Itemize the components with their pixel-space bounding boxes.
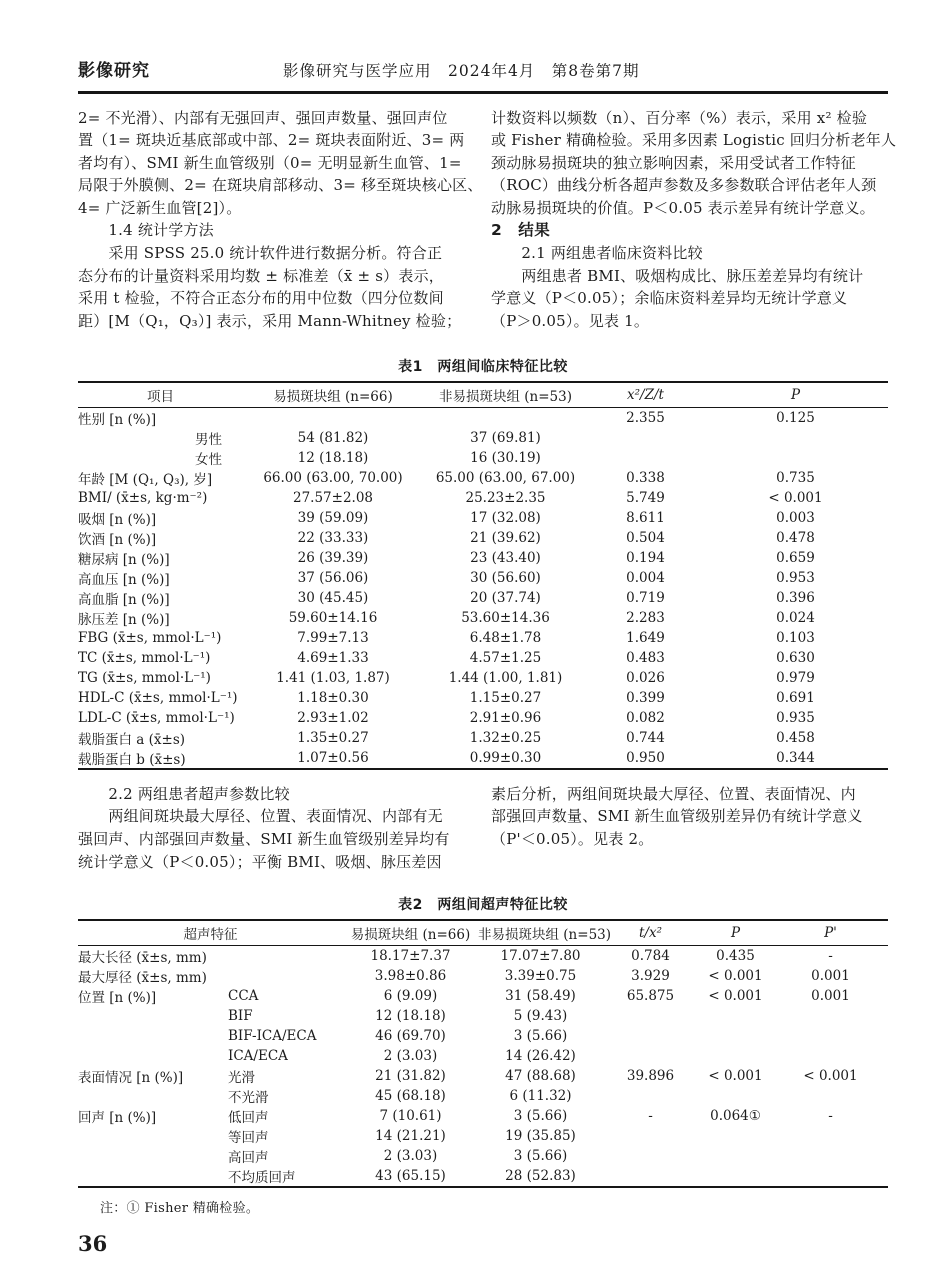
cell-group1: 30 (45.45) [297, 590, 369, 607]
cell-item-label: LDL-C (x̄±s, mmol·L⁻¹) [78, 709, 235, 726]
cell-statistic: - [648, 1108, 653, 1125]
cell-group1: 2 (3.03) [383, 1148, 438, 1165]
cell-sub-label: 不光滑 [228, 1090, 269, 1107]
table-row [78, 1166, 888, 1187]
cell-feature-label [78, 1086, 228, 1106]
cell-group1: 4.69±1.33 [297, 650, 369, 667]
text-line: 强回声、内部强回声数量、SMI 新生血管级别差异均有 [78, 829, 450, 848]
cell-item-label: 性别 [n (%)] [78, 412, 157, 429]
cell-group1: 26 (39.39) [297, 550, 369, 567]
cell-group1: 14 (21.21) [375, 1128, 446, 1145]
table-row [78, 1006, 888, 1026]
cell-group2: 3 (5.66) [513, 1028, 568, 1045]
text-line: 2.2 两组患者超声参数比较 [78, 784, 290, 803]
cell-group2: 0.99±0.30 [469, 749, 542, 766]
cell-statistic: 2.283 [626, 610, 665, 627]
cell-statistic: 8.611 [626, 510, 665, 527]
cell-item-label: 高血压 [n (%)] [78, 572, 170, 589]
page-header [78, 56, 888, 82]
cell-statistic: 3.929 [631, 968, 670, 985]
cell-item-label: 饮酒 [n (%)] [78, 532, 157, 549]
cell-p-value [703, 448, 888, 468]
cell-sub-label: CCA [228, 988, 259, 1005]
cell-sub-label: 不均质回声 [228, 1170, 296, 1187]
text-line: 颈动脉易损斑块的独立影响因素，采用受试者工作特征 [491, 153, 856, 172]
cell-item-label: 载脂蛋白 b (x̄±s) [78, 751, 186, 768]
table-row [78, 748, 888, 769]
cell-group1: 46 (69.70) [375, 1028, 446, 1045]
cell-p-value: 0.003 [776, 510, 815, 527]
cell-statistic [603, 1006, 698, 1026]
table-row [78, 728, 888, 748]
cell-group1: 66.00 (63.00, 70.00) [263, 470, 403, 487]
cell-p-value: 0.935 [776, 709, 815, 726]
table-row [78, 648, 888, 668]
cell-sub-label [228, 946, 343, 967]
section-2-2-right [491, 783, 889, 873]
footnote: 注：① Fisher 精确检验。 [100, 1201, 260, 1217]
cell-p-prime [773, 1166, 888, 1187]
cell-group1: 1.07±0.56 [297, 749, 369, 766]
table2-header-row [78, 920, 888, 946]
cell-group2: 2.91±0.96 [469, 709, 542, 726]
cell-group2: 5 (9.43) [513, 1008, 568, 1025]
cell-sub-label [228, 966, 343, 986]
clinical-comparison-para [491, 242, 889, 332]
cell-statistic: 39.896 [626, 1068, 675, 1085]
table2-title: 表2 两组间超声特征比较 [398, 897, 568, 914]
cell-p-value [698, 1046, 773, 1066]
text-line: 计数资料以频数（n）、百分率（%）表示，采用 x² 检验 [491, 108, 868, 127]
cell-p-value: 0.344 [776, 749, 815, 766]
header-rule [78, 91, 888, 94]
table-row [78, 488, 888, 508]
cell-statistic: 0.784 [631, 948, 670, 965]
table-row [78, 1146, 888, 1166]
cell-sub-label: BIF-ICA/ECA [228, 1028, 317, 1045]
text-line: 4= 广泛新生血管[2]）。 [78, 198, 242, 217]
cell-item-label: 糖尿病 [n (%)] [78, 552, 170, 569]
text-line: 2.1 两组患者临床资料比较 [491, 244, 703, 263]
cell-group2: 4.57±1.25 [469, 650, 542, 667]
table2-ultrasound-characteristics [78, 919, 888, 1188]
table-row [78, 448, 888, 468]
cell-statistic [603, 1046, 698, 1066]
cell-group1: 7.99±7.13 [297, 630, 369, 647]
cell-statistic [603, 1166, 698, 1187]
cell-group2: 28 (52.83) [505, 1168, 576, 1185]
text-line: 1.4 统计学方法 [78, 221, 214, 240]
cell-group1: 1.35±0.27 [297, 729, 369, 746]
cell-p-value: < 0.001 [708, 988, 763, 1005]
cell-sub-label: BIF [228, 1008, 253, 1025]
cell-statistic: 5.749 [626, 490, 665, 507]
cell-p-value [698, 1086, 773, 1106]
cell-item-label: 吸烟 [n (%)] [78, 512, 157, 529]
cell-group1: 59.60±14.16 [288, 610, 378, 627]
cell-feature-label [78, 1146, 228, 1166]
cell-statistic: 0.004 [626, 570, 665, 587]
results-intro-para [491, 107, 897, 220]
cell-group1: 45 (68.18) [375, 1088, 446, 1105]
text-line: 部强回声数量、SMI 新生血管级别差异仍有统计学意义 [491, 807, 863, 826]
cell-p-value: 0.435 [716, 948, 755, 965]
text-line: （P＞0.05）。见表 1。 [491, 311, 650, 330]
cell-item-label: BMI/ (x̄±s, kg·m⁻²) [78, 490, 208, 507]
cell-statistic: 0.744 [626, 729, 665, 746]
cell-group2: 21 (39.62) [470, 530, 541, 547]
text-line: （ROC）曲线分析各超声参数及多参数联合评估老年人颈 [491, 176, 877, 195]
cell-group1: 27.57±2.08 [292, 490, 374, 507]
cell-group1: 54 (81.82) [297, 430, 369, 447]
cell-p-prime: < 0.001 [803, 1068, 858, 1085]
cell-feature-label: 最大厚径 (x̄±s, mm) [78, 970, 207, 987]
cell-statistic: 0.082 [626, 709, 665, 726]
table-row [78, 688, 888, 708]
cell-item-label [78, 428, 243, 448]
cell-feature-label: 回声 [n (%)] [78, 1110, 157, 1127]
cell-p-value: < 0.001 [708, 1068, 763, 1085]
cell-p-value: 0.064① [710, 1108, 761, 1125]
cell-group2: 6.48±1.78 [469, 630, 542, 647]
table-row [78, 428, 888, 448]
cell-item-label: 载脂蛋白 a (x̄±s) [78, 731, 186, 748]
table-row [78, 1126, 888, 1146]
text-line: 距）[M（Q₁，Q₃）] 表示，采用 Mann-Whitney 检验； [78, 311, 462, 330]
cell-p-value: 0.979 [776, 670, 815, 687]
cell-group2: 6 (11.32) [509, 1088, 572, 1105]
intro-left-column [78, 107, 483, 333]
ultrasound-comparison-text-block [78, 783, 888, 873]
table-row [78, 588, 888, 608]
table1-header-row [78, 382, 888, 408]
cell-group2: 3.39±0.75 [504, 968, 577, 985]
table-row [78, 468, 888, 488]
cell-group1: 3.98±0.86 [374, 968, 447, 985]
journal-name: 影像研究 [78, 61, 150, 81]
cell-group2: 25.23±2.35 [465, 490, 546, 507]
cell-group1: 2.93±1.02 [297, 709, 369, 726]
cell-group1: 18.17±7.37 [370, 948, 451, 965]
cell-group2 [423, 408, 588, 429]
section-heading-results: 2 结果 [491, 221, 551, 240]
cell-statistic: 0.504 [626, 530, 665, 547]
cell-group2: 20 (37.74) [470, 590, 541, 607]
table-row [78, 668, 888, 688]
cell-p-prime: - [828, 1108, 833, 1125]
cell-group1: 1.18±0.30 [297, 689, 369, 706]
cell-sub-label: 女性 [195, 452, 222, 469]
cell-item-label: TC (x̄±s, mmol·L⁻¹) [78, 650, 211, 667]
cell-p-value [698, 1026, 773, 1046]
cell-statistic: 0.719 [626, 590, 665, 607]
cell-statistic: 2.355 [626, 410, 665, 427]
cell-statistic: 1.649 [626, 630, 665, 647]
cell-sub-label: 高回声 [228, 1150, 269, 1167]
cell-p-value: 0.630 [776, 650, 815, 667]
table-row [78, 528, 888, 548]
cell-p-prime [773, 1006, 888, 1026]
cell-p-prime [773, 1146, 888, 1166]
cell-p-value [703, 428, 888, 448]
cell-group1: 1.41 (1.03, 1.87) [276, 670, 390, 687]
text-line: 态分布的计量资料采用均数 ± 标准差（x̄ ± s）表示， [78, 266, 444, 285]
cell-group2: 47 (88.68) [505, 1068, 576, 1085]
cell-feature-label: 最大长径 (x̄±s, mm) [78, 950, 207, 967]
cell-p-prime [773, 1046, 888, 1066]
cell-p-value: 0.953 [776, 570, 815, 587]
cell-sub-label: 低回声 [228, 1110, 269, 1127]
cell-p-value: 0.125 [776, 410, 815, 427]
cell-group2: 16 (30.19) [470, 450, 541, 467]
cell-statistic: 0.950 [626, 749, 665, 766]
table-row [78, 946, 888, 967]
table-row [78, 1066, 888, 1086]
text-line: 置（1= 斑块近基底部或中部、2= 斑块表面附近、3= 两 [78, 131, 465, 150]
text-line: 采用 SPSS 25.0 统计软件进行数据分析。符合正 [78, 244, 443, 263]
cell-statistic [588, 448, 703, 468]
cell-item-label: HDL-C (x̄±s, mmol·L⁻¹) [78, 689, 238, 706]
column-header-vulnerable-group: 易损斑块组 (n=66) [350, 927, 471, 944]
column-header-p-value: P [790, 387, 801, 404]
cell-statistic: 0.194 [626, 550, 665, 567]
cell-item-label: FBG (x̄±s, mmol·L⁻¹) [78, 630, 222, 647]
cell-sub-label: ICA/ECA [228, 1048, 288, 1065]
intro-right-column [491, 107, 897, 333]
column-header-nonvulnerable-group: 非易损斑块组 (n=53) [438, 389, 572, 406]
text-line: 统计学意义（P＜0.05）；平衡 BMI、吸烟、脉压差因 [78, 852, 442, 871]
cell-group2: 65.00 (63.00, 67.00) [435, 470, 576, 487]
cell-statistic: 0.026 [626, 670, 665, 687]
cell-sub-label: 等回声 [228, 1130, 269, 1147]
cell-item-label: 脉压差 [n (%)] [78, 612, 170, 629]
text-line: 素后分析，两组间斑块最大厚径、位置、表面情况、内 [491, 784, 856, 803]
cell-group2: 3 (5.66) [513, 1148, 568, 1165]
cell-p-value [698, 1146, 773, 1166]
cell-group1: 43 (65.15) [375, 1168, 446, 1185]
cell-statistic [603, 1026, 698, 1046]
cell-sub-label: 光滑 [228, 1070, 255, 1087]
cell-group1: 2 (3.03) [383, 1048, 438, 1065]
cell-group1: 12 (18.18) [297, 450, 369, 467]
cell-p-value: < 0.001 [768, 490, 823, 507]
cell-item-label: 年龄 [M (Q₁, Q₃), 岁] [78, 472, 213, 489]
text-line: 2= 不光滑）、内部有无强回声、强回声数量、强回声位 [78, 108, 448, 127]
cell-group2: 1.15±0.27 [469, 689, 542, 706]
cell-group1 [243, 408, 423, 429]
table-row [78, 568, 888, 588]
table-row [78, 1026, 888, 1046]
cell-p-prime [773, 1126, 888, 1146]
page-number: 36 [78, 1231, 108, 1257]
cell-statistic: 0.483 [626, 650, 665, 667]
table-row [78, 548, 888, 568]
table-row [78, 1046, 888, 1066]
table1-title: 表1 两组间临床特征比较 [398, 359, 568, 376]
table-row [78, 408, 888, 429]
cell-p-value [698, 1126, 773, 1146]
cell-group1: 6 (9.09) [383, 988, 438, 1005]
table-row [78, 628, 888, 648]
cell-group2: 17 (32.08) [470, 510, 541, 527]
cell-feature-label [78, 1006, 228, 1026]
cell-feature-label: 表面情况 [n (%)] [78, 1070, 184, 1087]
cell-p-value: 0.735 [776, 470, 815, 487]
cell-item-label: 高血脂 [n (%)] [78, 592, 170, 609]
cell-group1: 39 (59.09) [297, 510, 369, 527]
cell-statistic: 65.875 [626, 988, 675, 1005]
table-row [78, 966, 888, 986]
cell-group2: 37 (69.81) [470, 430, 541, 447]
cell-p-value: 0.478 [776, 530, 815, 547]
section-2-2-left [78, 783, 476, 873]
column-header-ultrasound-feature: 超声特征 [183, 927, 238, 944]
cell-feature-label [78, 1046, 228, 1066]
journal-issue-line: 影像研究与医学应用 2024年4月 第8卷第7期 [283, 62, 640, 80]
column-header-statistic: x²/Z/t [627, 387, 664, 404]
cell-group2: 53.60±14.36 [461, 610, 550, 627]
text-line: 者均有）、SMI 新生血管级别（0= 无明显新生血管、1= [78, 153, 462, 172]
text-line: （P'＜0.05）。见表 2。 [491, 829, 654, 848]
column-header-statistic: t/x² [639, 925, 662, 942]
cell-p-value [698, 1006, 773, 1026]
cell-sub-label: 男性 [195, 432, 222, 449]
column-header-nonvulnerable-group: 非易损斑块组 (n=53) [478, 927, 612, 944]
table-row [78, 508, 888, 528]
cell-feature-label [78, 1126, 228, 1146]
cell-feature-label: 位置 [n (%)] [78, 990, 157, 1007]
column-header-item: 项目 [147, 389, 174, 406]
cell-group2: 17.07±7.80 [500, 948, 581, 965]
column-header-adjusted-p-value: P' [824, 925, 837, 942]
cell-p-value: < 0.001 [708, 968, 763, 985]
cell-feature-label [78, 1166, 228, 1187]
intro-text-block [78, 107, 897, 333]
cell-p-value: 0.691 [776, 689, 815, 706]
cell-group2: 3 (5.66) [513, 1108, 568, 1125]
cell-statistic: 0.338 [626, 470, 665, 487]
cell-statistic [603, 1146, 698, 1166]
cell-group2: 1.32±0.25 [469, 729, 542, 746]
cell-p-prime [773, 1026, 888, 1046]
cell-feature-label [78, 1026, 228, 1046]
cell-group2: 14 (26.42) [505, 1048, 576, 1065]
cell-statistic [603, 1126, 698, 1146]
cell-group2: 1.44 (1.00, 1.81) [448, 670, 563, 687]
cell-statistic [603, 1086, 698, 1106]
cell-item-label [78, 448, 243, 468]
cell-p-prime: 0.001 [811, 968, 850, 985]
cell-statistic [588, 428, 703, 448]
table-row [78, 1086, 888, 1106]
cell-p-value: 0.396 [776, 590, 815, 607]
cell-p-prime [773, 1086, 888, 1106]
table-row [78, 608, 888, 628]
text-line: 采用 t 检验，不符合正态分布的用中位数（四分位数间 [78, 289, 444, 308]
cell-group2: 23 (43.40) [470, 550, 541, 567]
text-line: 学意义（P＜0.05）；余临床资料差异均无统计学意义 [491, 289, 848, 308]
cell-p-prime: 0.001 [811, 988, 850, 1005]
cell-group2: 19 (35.85) [505, 1128, 576, 1145]
cell-p-prime: - [828, 948, 833, 965]
table1-clinical-characteristics [78, 381, 888, 769]
cell-statistic: 0.399 [626, 689, 665, 706]
cell-p-value: 0.659 [776, 550, 815, 567]
cell-group1: 37 (56.06) [297, 570, 369, 587]
cell-p-value [698, 1166, 773, 1187]
cell-p-value: 0.458 [776, 729, 815, 746]
cell-group1: 21 (31.82) [375, 1068, 446, 1085]
cell-group1: 12 (18.18) [375, 1008, 446, 1025]
table-row [78, 708, 888, 728]
text-line: 动脉易损斑块的价值。P＜0.05 表示差异有统计学意义。 [491, 198, 875, 217]
cell-group2: 31 (58.49) [505, 988, 576, 1005]
table-row [78, 1106, 888, 1126]
text-line: 两组患者 BMI、吸烟构成比、脉压差差异均有统计 [491, 266, 864, 285]
column-header-vulnerable-group: 易损斑块组 (n=66) [273, 389, 393, 406]
text-line: 局限于外膜侧、2= 在斑块肩部移动、3= 移至斑块核心区、 [78, 176, 483, 195]
text-line: 两组间斑块最大厚径、位置、表面情况、内部有无 [78, 807, 443, 826]
column-header-p-value: P [730, 925, 741, 942]
cell-group1: 22 (33.33) [297, 530, 369, 547]
cell-item-label: TG (x̄±s, mmol·L⁻¹) [78, 670, 211, 687]
text-line: 或 Fisher 精确检验。采用多因素 Logistic 回归分析老年人 [491, 131, 897, 150]
cell-group2: 30 (56.60) [470, 570, 541, 587]
table-row [78, 986, 888, 1006]
cell-group1: 7 (10.61) [379, 1108, 442, 1125]
cell-p-value: 0.103 [776, 630, 815, 647]
cell-p-value: 0.024 [776, 610, 815, 627]
